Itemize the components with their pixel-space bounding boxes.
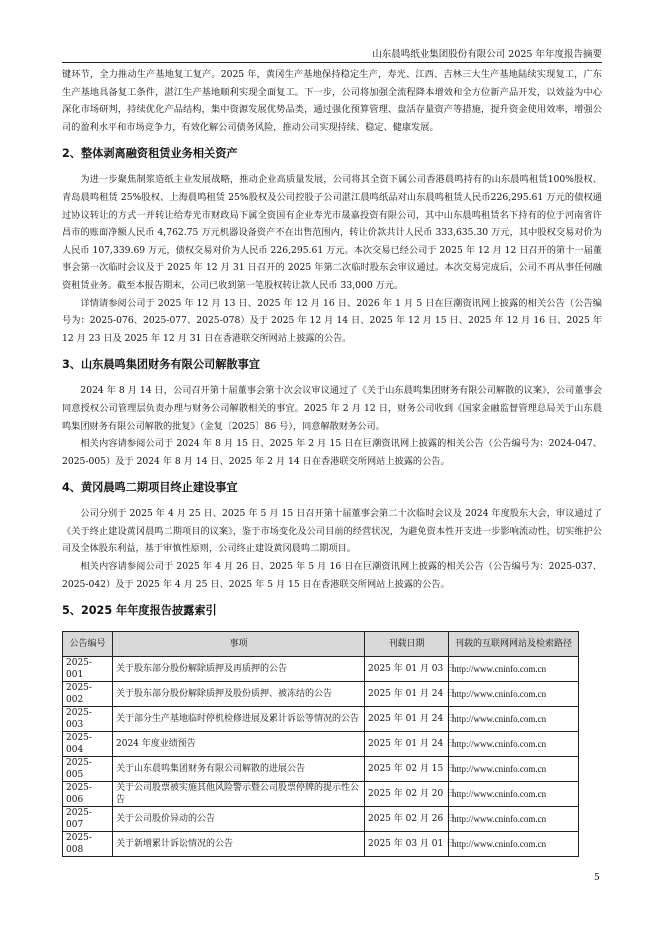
table-row xyxy=(63,682,579,707)
announcement-title: 关于山东晨鸣集团财务有限公司解散的进展公告 xyxy=(113,757,365,782)
publish-date: 2025 年 01 月 24 日 xyxy=(365,682,449,707)
website-link[interactable]: http://www.cninfo.com.cn xyxy=(449,757,579,782)
table-row xyxy=(63,707,579,732)
section-heading-finance-company: 3、山东晨鸣集团财务有限公司解散事宜 xyxy=(62,358,260,372)
page-header xyxy=(62,48,602,63)
announcement-title: 关于股东部分股份解除质押及再质押的公告 xyxy=(113,657,365,682)
table-row xyxy=(63,657,579,682)
website-link[interactable]: http://www.cninfo.com.cn xyxy=(449,782,579,807)
page-number: 5 xyxy=(594,873,600,883)
divestment-paragraph-2: 详情请参阅公司于 2025 年 12 月 13 日、2025 年 12 月 16 日、2026 年 1 月 5 日在巨潮资讯网上披露的相关公告（公告编号为：2025-076、2025-077、2025-078）及于 2025 年 12 月 14 日、2025 年 12 月 15 日、2025 年 12 月 16 日、2025 年 12 月 23 日及 2025 年 12 月 31 日在香港联交所网站上披露的公告。 xyxy=(62,297,602,344)
announcement-title: 关于新增累计诉讼情况的公告 xyxy=(113,832,365,857)
website-link[interactable]: http://www.cninfo.com.cn xyxy=(449,832,579,857)
table-row xyxy=(63,757,579,782)
website-link[interactable]: http://www.cninfo.com.cn xyxy=(449,807,579,832)
report-title: 山东晨鸣纸业集团股份有限公司 2025 年年度报告摘要 xyxy=(372,49,602,60)
announcement-no: 2025-006 xyxy=(63,782,113,807)
huanggang-paragraph-2: 相关内容请参阅公司于 2025 年 4 月 26 日、2025 年 5 月 16 日在巨潮资讯网上披露的相关公告（公告编号为：2025-037、2025-042）及于 2025 年 4 月 25 日、2025 年 5 月 15 日在香港联交所网站上披露的公告。 xyxy=(62,561,602,590)
publish-date: 2025 年 03 月 01 日 xyxy=(365,832,449,857)
publish-date: 2025 年 01 月 24 日 xyxy=(365,732,449,757)
finance-company-paragraph-1: 2024 年 8 月 14 日，公司召开第十届董事会第十次会议审议通过了《关于山东晨鸣集团财务有限公司解散的议案》，公司董事会同意授权公司管理层负责办理与财务公司解散相关的事宜。2025 年 2 月 12 日，财务公司收到《国家金融监督管理总局关于山东晨鸣集团财务有限公司解散的批复》（金复〔2025〕86 号），同意解散财务公司。 xyxy=(62,385,602,432)
table-row xyxy=(63,732,579,757)
section-heading-huanggang-project: 4、黄冈晨鸣二期项目终止建设事宜 xyxy=(62,481,238,495)
announcement-title: 关于公司股票被实施其他风险警示暨公司股票停牌的提示性公告 xyxy=(113,782,365,807)
website-link[interactable]: http://www.cninfo.com.cn xyxy=(449,657,579,682)
publish-date: 2025 年 01 月 03 日 xyxy=(365,657,449,682)
announcement-no: 2025-007 xyxy=(63,807,113,832)
publish-date: 2025 年 02 月 15 日 xyxy=(365,757,449,782)
disclosure-index-table xyxy=(62,631,579,857)
website-link[interactable]: http://www.cninfo.com.cn xyxy=(449,682,579,707)
announcement-no: 2025-001 xyxy=(63,657,113,682)
intro-paragraph: 键环节，全力推动生产基地复工复产。2025 年，黄冈生产基地保持稳定生产，寿光、江西、吉林三大生产基地陆续实现复工，广东生产基地具备复工条件，湛江生产基地顺利实现全面复工。下一步，公司将加强全流程降本增效和全方位新产品开发，以效益为中心深化市场研判，持续优化产品结构，集中资源发展优势品类，通过强化预算管理、盘活存量资产等措施，提升资金使用效率，增强公司的盈利水平和市场竞争力，有效化解公司债务风险，推动公司实现持续、稳定、健康发展。 xyxy=(62,69,602,133)
divestment-paragraph-1: 为进一步聚焦制浆造纸主业发展战略，推动企业高质量发展，公司将其全资下属公司香港晨鸣持有的山东晨鸣租赁100%股权、青岛晨鸣租赁 25%股权、上海晨鸣租赁 25%股权及公司控股子公司湛江晨鸣纸品对山东晨鸣租赁人民币226,295.61 万元的债权通过协议转让的方式一并转让给寿光市财政局下属全资国有企业寿光市晟嘉投资有限公司，其中山东晨鸣租赁名下持有的位于河南省许昌市的账面净额人民币 4,762.75 万元机器设备资产不在出售范围内，转让价款共计人民币 333,635.30 万元，其中股权交易对价为人民币 107,339.69 万元，债权交易对价为人民币 226,295.61 万元。本次交易已经公司于 2025 年 12 月 12 日召开的第十一届董事会第一次临时会议及于 2025 年 12 月 31 日召开的 2025 年第二次临时股东会审议通过。本次交易完成后，公司不再从事任何融资租赁业务。截至本报告期末，公司已收到第一笔股权转让款人民币 33,000 万元。 xyxy=(62,174,602,291)
announcement-no: 2025-005 xyxy=(63,757,113,782)
column-header-matter: 事项 xyxy=(113,632,365,657)
publish-date: 2025 年 01 月 24 日 xyxy=(365,707,449,732)
announcement-no: 2025-002 xyxy=(63,682,113,707)
column-header-website: 刊载的互联网网站及检索路径 xyxy=(449,632,579,657)
announcement-no: 2025-008 xyxy=(63,832,113,857)
announcement-title: 关于公司股价异动的公告 xyxy=(113,807,365,832)
website-link[interactable]: http://www.cninfo.com.cn xyxy=(449,707,579,732)
table-row xyxy=(63,807,579,832)
table-row xyxy=(63,832,579,857)
announcement-title: 关于部分生产基地临时停机检修进展及累计诉讼等情况的公告 xyxy=(113,707,365,732)
announcement-no: 2025-004 xyxy=(63,732,113,757)
section-heading-disclosure-index: 5、2025 年年度报告披露索引 xyxy=(62,604,217,618)
huanggang-paragraph-1: 公司分别于 2025 年 4 月 25 日、2025 年 5 月 15 日召开第十届董事会第二十次临时会议及 2024 年度股东大会，审议通过了《关于终止建设黄冈晨鸣二期项目的议案》，鉴于市场变化及公司目前的经营状况，为避免资本性开支进一步影响流动性，切实维护公司及全体股东利益，基于审慎性原则，公司终止建设黄冈晨鸣二期项目。 xyxy=(62,508,602,555)
column-header-announcement-no: 公告编号 xyxy=(63,632,113,657)
table-header-row xyxy=(63,632,579,657)
section-heading-divestment: 2、整体剥离融资租赁业务相关资产 xyxy=(62,147,238,161)
publish-date: 2025 年 02 月 26 日 xyxy=(365,807,449,832)
finance-company-paragraph-2: 相关内容请参阅公司于 2024 年 8 月 15 日、2025 年 2 月 15 日在巨潮资讯网上披露的相关公告（公告编号为：2024-047、2025-005）及于 2024 年 8 月 14 日、2025 年 2 月 14 日在香港联交所网站上披露的公告。 xyxy=(62,438,602,467)
column-header-publish-date: 刊载日期 xyxy=(365,632,449,657)
table-row xyxy=(63,782,579,807)
website-link[interactable]: http://www.cninfo.com.cn xyxy=(449,732,579,757)
publish-date: 2025 年 02 月 20 日 xyxy=(365,782,449,807)
announcement-no: 2025-003 xyxy=(63,707,113,732)
announcement-title: 2024 年度业绩预告 xyxy=(113,732,365,757)
document-body xyxy=(62,66,602,857)
announcement-title: 关于股东部分股份解除质押及股份质押、被冻结的公告 xyxy=(113,682,365,707)
